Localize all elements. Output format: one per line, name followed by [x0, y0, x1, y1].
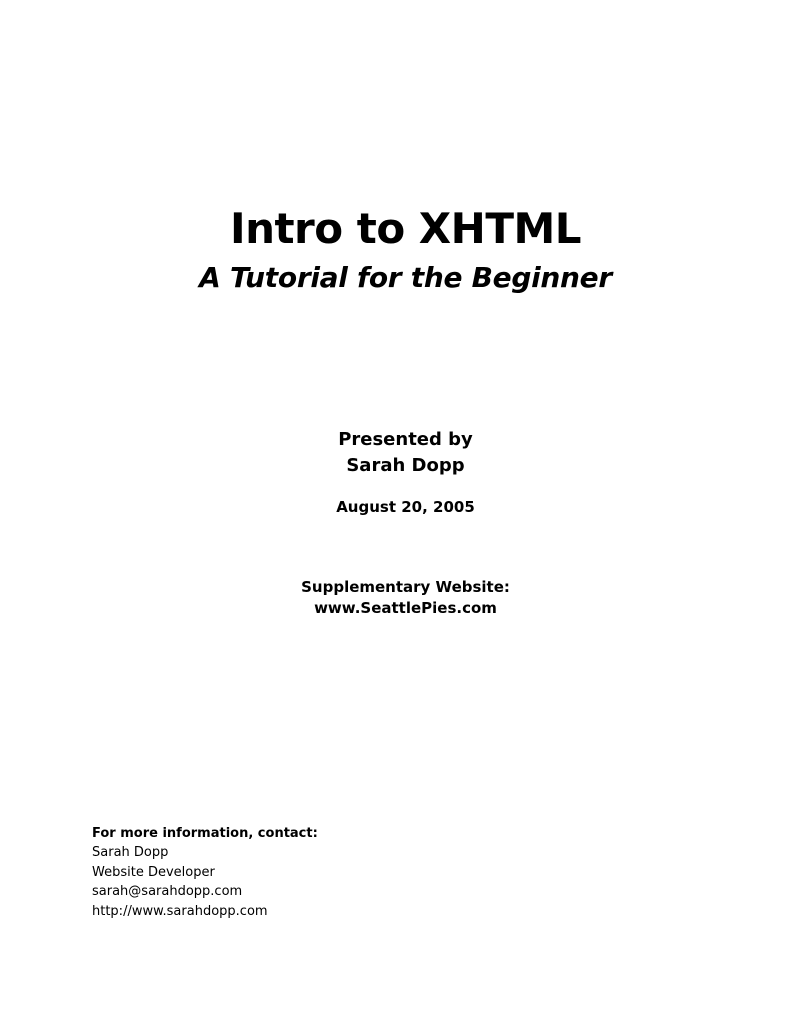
presentation-date: August 20, 2005: [336, 498, 475, 516]
contact-role: Website Developer: [92, 864, 215, 880]
contact-heading: For more information, contact:: [92, 826, 318, 841]
contact-name: Sarah Dopp: [92, 845, 169, 861]
supplementary-website-url: www.SeattlePies.com: [314, 599, 497, 617]
presenter-name: Sarah Dopp: [346, 455, 465, 476]
document-title: Intro to XHTML: [229, 204, 582, 253]
document-subtitle: A Tutorial for the Beginner: [199, 261, 612, 294]
contact-email: sarah@sarahdopp.com: [92, 884, 243, 900]
presented-by-label: Presented by: [338, 429, 473, 450]
contact-block: [92, 824, 318, 921]
supplementary-website-label: Supplementary Website:: [301, 578, 510, 596]
contact-website: http://www.sarahdopp.com: [92, 903, 268, 919]
